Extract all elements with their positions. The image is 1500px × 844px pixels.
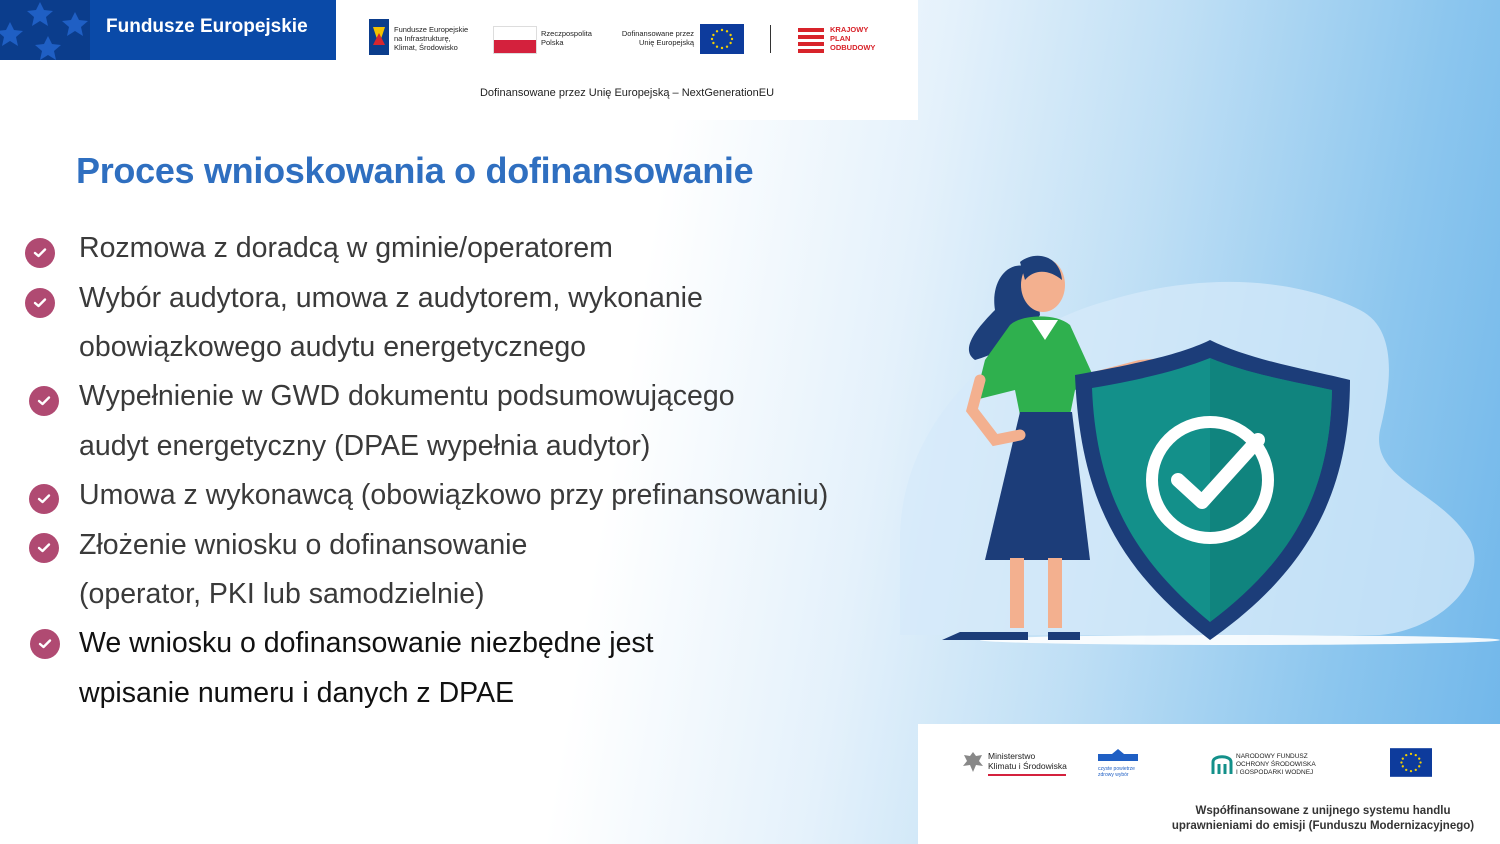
eu-flag-icon [700, 24, 744, 59]
czyste-powietrze-logo: czyste powietrze zdrowy wybór [1098, 748, 1138, 778]
rp-text: Rzeczpospolita Polska [541, 29, 592, 47]
house-icon [1098, 749, 1138, 761]
logo-divider [770, 25, 771, 53]
bullet-line: Rozmowa z doradcą w gminie/operatorem [79, 232, 613, 264]
check-icon [30, 629, 60, 659]
header-logo-bar [336, 0, 918, 120]
bullet-line: Umowa z wykonawcą (obowiązkowo przy prefinansowaniu) [79, 479, 829, 511]
kpo-icon [798, 25, 824, 58]
brand-label: Fundusze Europejskie [106, 16, 308, 37]
footer-logo-bar [918, 724, 1500, 844]
polish-flag-icon [493, 26, 537, 54]
slide-title: Proces wnioskowania o dofinansowanie [76, 150, 754, 191]
bullet-line: Wybór audytora, umowa z audytorem, wykonanie [79, 282, 703, 314]
bullet-line: (operator, PKI lub samodzielnie) [79, 578, 485, 610]
bullet-line: wpisanie numeru i danych z DPAE [79, 677, 515, 709]
check-icon [29, 386, 59, 416]
check-icon [29, 533, 59, 563]
check-icon [25, 238, 55, 268]
fe-infra-logo [369, 19, 389, 60]
eagle-emblem-icon [962, 750, 984, 779]
bullet-line: audyt energetyczny (DPAE wypełnia audytor) [79, 430, 651, 462]
bullet-line: Wypełnienie w GWD dokumentu podsumowującego [79, 380, 735, 412]
bullet-line: obowiązkowego audytu energetycznego [79, 331, 587, 363]
eu-flag-icon [1390, 748, 1432, 782]
nfosigw-icon [1210, 750, 1234, 781]
eu-stars-icon [0, 0, 90, 60]
check-icon [29, 484, 59, 514]
ministry-text: Ministerstwo Klimatu i Środowiska [988, 751, 1067, 776]
footer-caption: Współfinansowane z unijnego systemu handlu uprawnieniami do emisji (Funduszu Modernizacyjnego) [1171, 805, 1475, 832]
nfosigw-text: NARODOWY FUNDUSZ OCHRONY ŚRODOWISKA I GOSPODARKI WODNEJ [1236, 753, 1316, 776]
fe-infra-icon [369, 19, 389, 55]
header-caption: Dofinansowane przez Unię Europejską – NextGenerationEU [479, 87, 775, 99]
bullet-line: We wniosku o dofinansowanie niezbędne jest [79, 627, 654, 659]
fundusze-europejskie-banner [0, 0, 336, 60]
kpo-text: KRAJOWY PLAN ODBUDOWY [830, 25, 876, 52]
bullet-line: Złożenie wniosku o dofinansowanie [79, 529, 528, 561]
fe-infra-text: Fundusze Europejskie na Infrastrukturę, Klimat, Środowisko [394, 25, 469, 52]
check-icon [25, 288, 55, 318]
woman-with-shield-illustration [880, 240, 1500, 660]
eu-text: Dofinansowane przez Unię Europejską [621, 29, 694, 47]
